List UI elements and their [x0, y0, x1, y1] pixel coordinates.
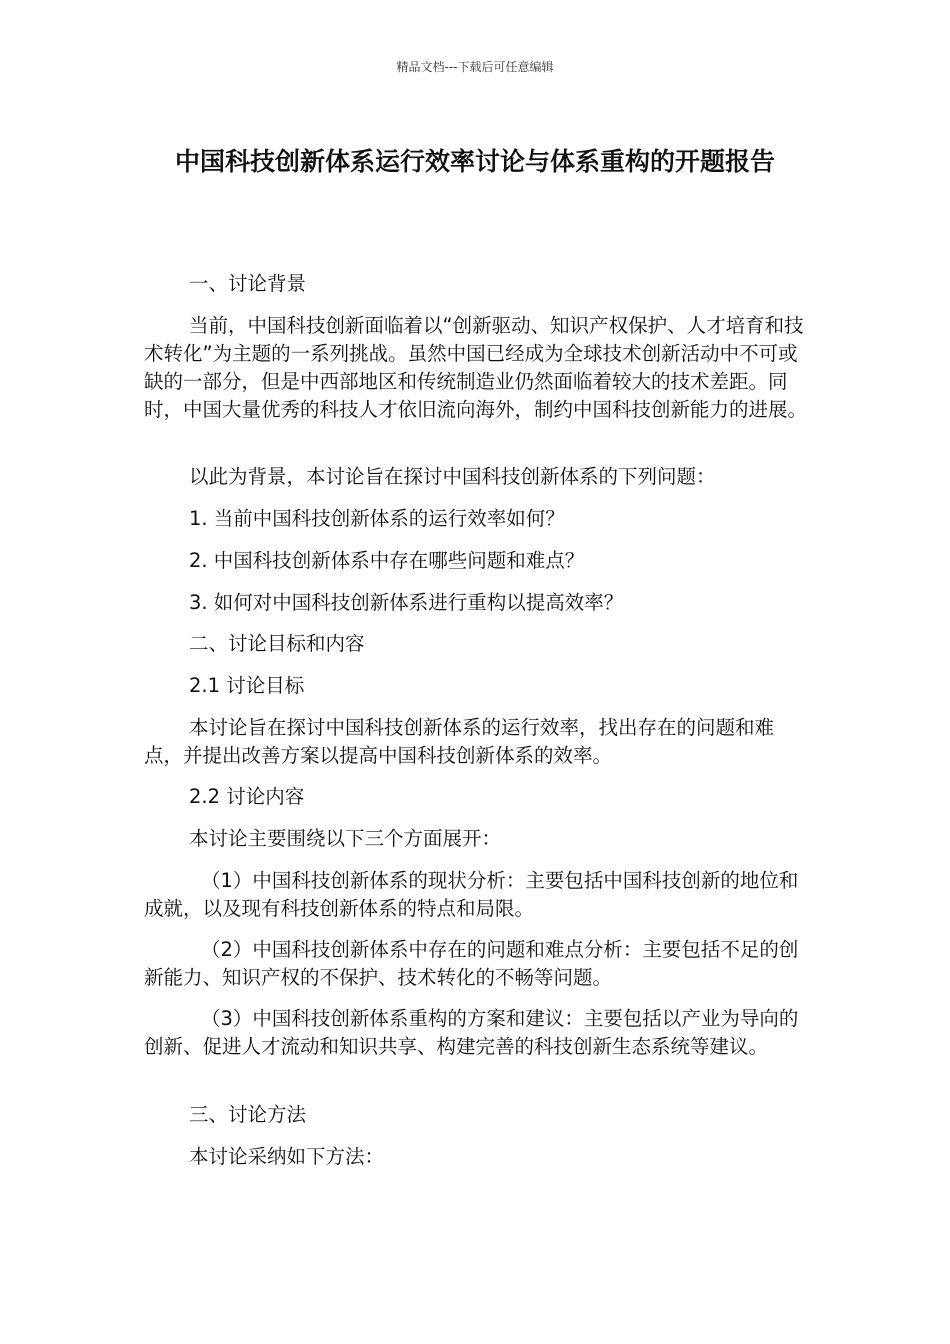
section-heading-goals: 二、讨论目标和内容 [189, 632, 365, 655]
page-header: 精品文档---下载后可任意编辑 [396, 60, 554, 74]
subsection-heading-goals: 2.1 讨论目标 [189, 674, 305, 697]
question-item-3: 3. 如何对中国科技创新体系进行重构以提高效率？ [189, 591, 624, 614]
section-heading-methods: 三、讨论方法 [189, 1103, 307, 1126]
question-item-2: 2. 中国科技创新体系中存在哪些问题和难点？ [189, 549, 585, 572]
section-heading-background: 一、讨论背景 [189, 272, 307, 295]
paragraph-goals: 本讨论旨在探讨中国科技创新体系的运行效率，找出存在的问题和难点，并提出改善方案以提高中国科技创新体系的效率。 [144, 716, 775, 767]
paragraph-methods-intro: 本讨论采纳如下方法： [189, 1145, 385, 1168]
content-item-2: （2）中国科技创新体系中存在的问题和难点分析：主要包括不足的创新能力、知识产权的不保护、技术转化的不畅等问题。 [144, 938, 799, 989]
document-title: 中国科技创新体系运行效率讨论与体系重构的开题报告 [174, 147, 775, 176]
subsection-heading-content: 2.2 讨论内容 [189, 785, 305, 808]
paragraph-background: 当前，中国科技创新面临着以“创新驱动、知识产权保护、人才培育和技术转化”为主题的一系列挑战。虽然中国已经成为全球技术创新活动中不可或缺的一部分，但是中西部地区和传统制造业仍然面临着较大的技术差距。同时，中国大量优秀的科技人才依旧流向海外，制约中国科技创新能力的进展。 [144, 314, 808, 421]
content-item-1: （1）中国科技创新体系的现状分析：主要包括中国科技创新的地位和成就，以及现有科技创新体系的特点和局限。 [144, 869, 799, 920]
content-item-3: （3）中国科技创新体系重构的方案和建议：主要包括以产业为导向的创新、促进人才流动和知识共享、构建完善的科技创新生态系统等建议。 [144, 1007, 799, 1058]
paragraph-content-intro: 本讨论主要围绕以下三个方面展开： [189, 827, 502, 850]
paragraph-intro-questions: 以此为背景，本讨论旨在探讨中国科技创新体系的下列问题： [189, 465, 716, 488]
question-item-1: 1. 当前中国科技创新体系的运行效率如何？ [189, 507, 565, 530]
